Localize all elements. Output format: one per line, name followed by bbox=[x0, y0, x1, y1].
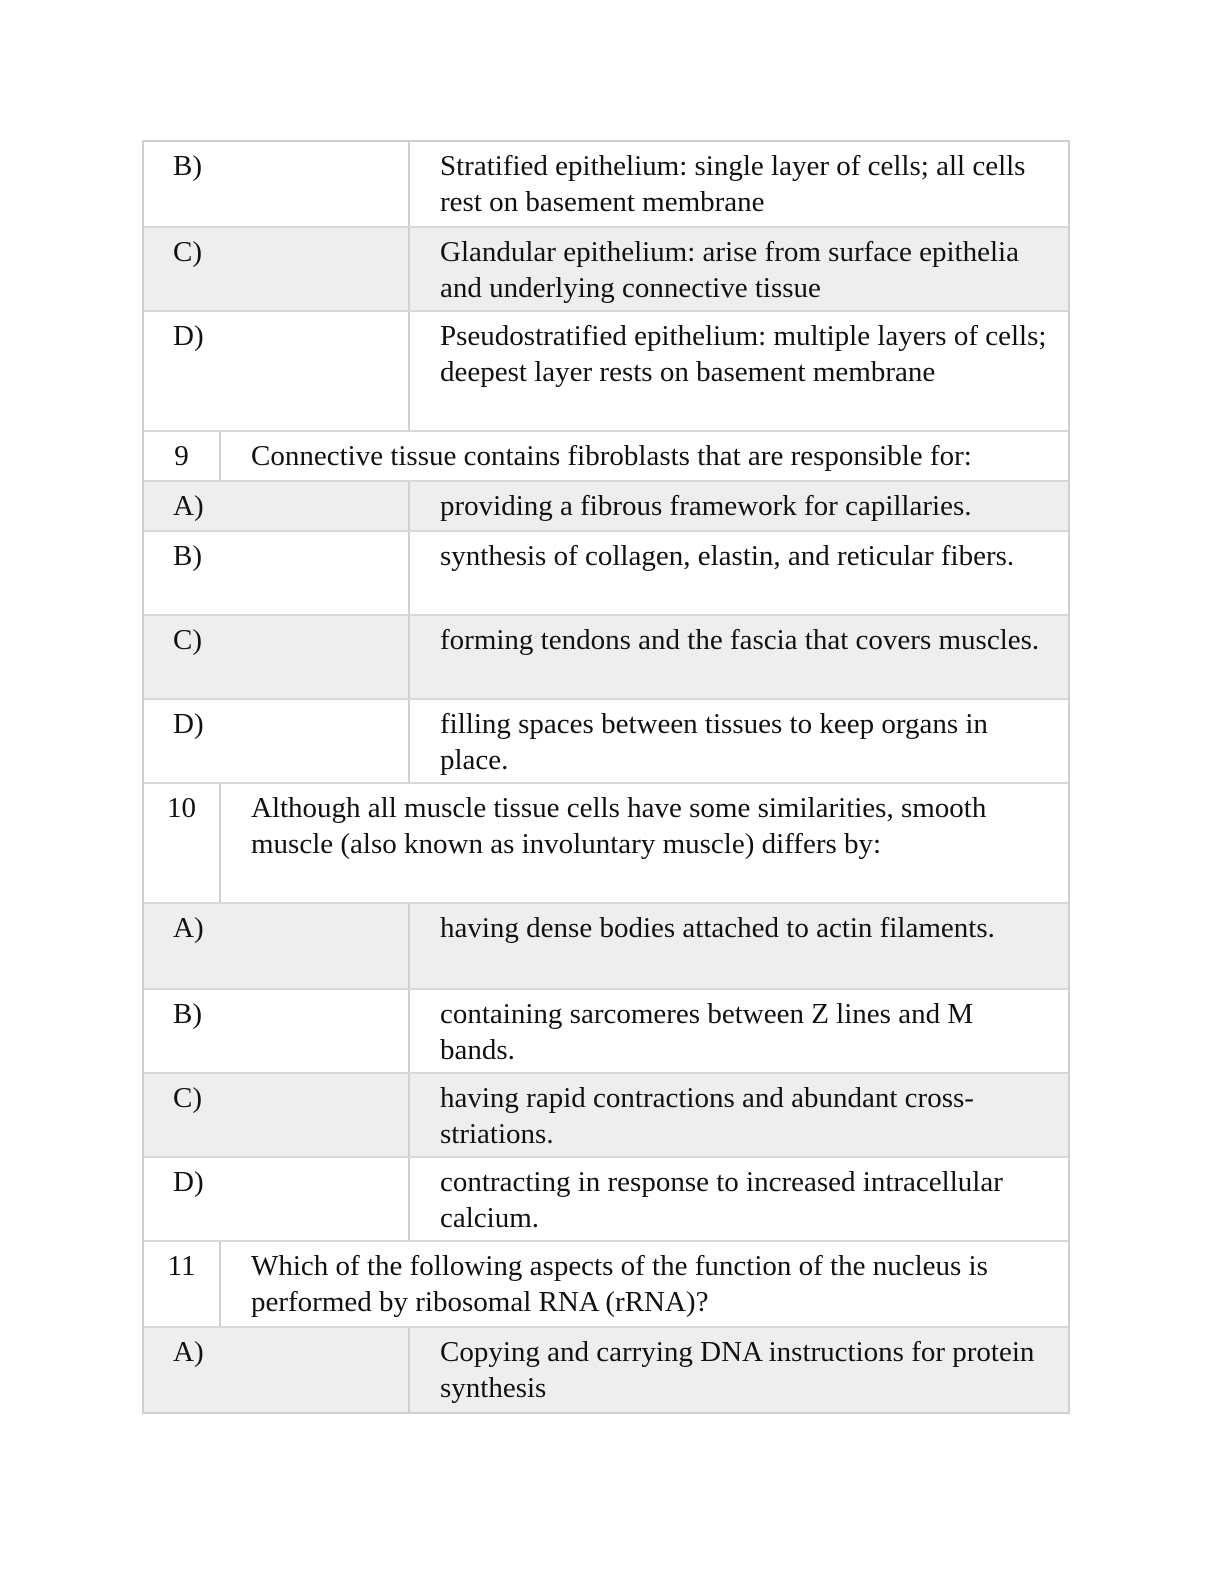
option-row bbox=[144, 142, 1068, 226]
option-row bbox=[144, 530, 1068, 614]
option-text: synthesis of collagen, elastin, and reticular fibers. bbox=[440, 540, 1015, 572]
option-letter: A) bbox=[144, 482, 410, 530]
option-text: Pseudostratified epithelium: multiple layers of cells; deepest layer rests on basement membrane bbox=[440, 320, 1047, 388]
question-number: 10 bbox=[144, 784, 221, 902]
option-row bbox=[144, 698, 1068, 782]
question-row bbox=[144, 1240, 1068, 1326]
question-number: 11 bbox=[144, 1242, 221, 1326]
option-text: forming tendons and the fascia that covers muscles. bbox=[440, 624, 1040, 656]
option-text: Stratified epithelium: single layer of cells; all cells rest on basement membrane bbox=[440, 150, 1026, 218]
option-text: having dense bodies attached to actin filaments. bbox=[440, 912, 995, 944]
option-row bbox=[144, 480, 1068, 530]
option-row bbox=[144, 1072, 1068, 1156]
option-letter: A) bbox=[144, 1328, 410, 1412]
option-text: filling spaces between tissues to keep organs in place. bbox=[440, 708, 988, 776]
option-letter: D) bbox=[144, 312, 410, 430]
option-row bbox=[144, 226, 1068, 310]
option-row bbox=[144, 1326, 1068, 1412]
question-text: Connective tissue contains fibroblasts that are responsible for: bbox=[251, 440, 972, 472]
option-letter: C) bbox=[144, 1074, 410, 1156]
question-text: Which of the following aspects of the function of the nucleus is performed by ribosomal RNA (rRNA)? bbox=[251, 1250, 988, 1318]
question-text: Although all muscle tissue cells have some similarities, smooth muscle (also known as involuntary muscle) differs by: bbox=[251, 792, 987, 860]
option-letter: C) bbox=[144, 228, 410, 310]
option-row bbox=[144, 310, 1068, 430]
option-row bbox=[144, 1156, 1068, 1240]
question-row bbox=[144, 782, 1068, 902]
option-letter: D) bbox=[144, 700, 410, 782]
option-text: contracting in response to increased intracellular calcium. bbox=[440, 1166, 1003, 1234]
option-row bbox=[144, 614, 1068, 698]
question-number: 9 bbox=[144, 432, 221, 480]
quiz-table bbox=[142, 140, 1070, 1414]
option-text: Glandular epithelium: arise from surface epithelia and underlying connective tissue bbox=[440, 236, 1019, 304]
option-letter: B) bbox=[144, 532, 410, 614]
option-letter: D) bbox=[144, 1158, 410, 1240]
option-text: providing a fibrous framework for capillaries. bbox=[440, 490, 972, 522]
option-letter: B) bbox=[144, 990, 410, 1072]
option-text: containing sarcomeres between Z lines and M bands. bbox=[440, 998, 974, 1066]
option-text: having rapid contractions and abundant cross-striations. bbox=[440, 1082, 974, 1150]
option-letter: A) bbox=[144, 904, 410, 988]
question-row bbox=[144, 430, 1068, 480]
option-row bbox=[144, 988, 1068, 1072]
option-row bbox=[144, 902, 1068, 988]
option-letter: B) bbox=[144, 142, 410, 226]
option-text: Copying and carrying DNA instructions for protein synthesis bbox=[440, 1336, 1035, 1404]
option-letter: C) bbox=[144, 616, 410, 698]
